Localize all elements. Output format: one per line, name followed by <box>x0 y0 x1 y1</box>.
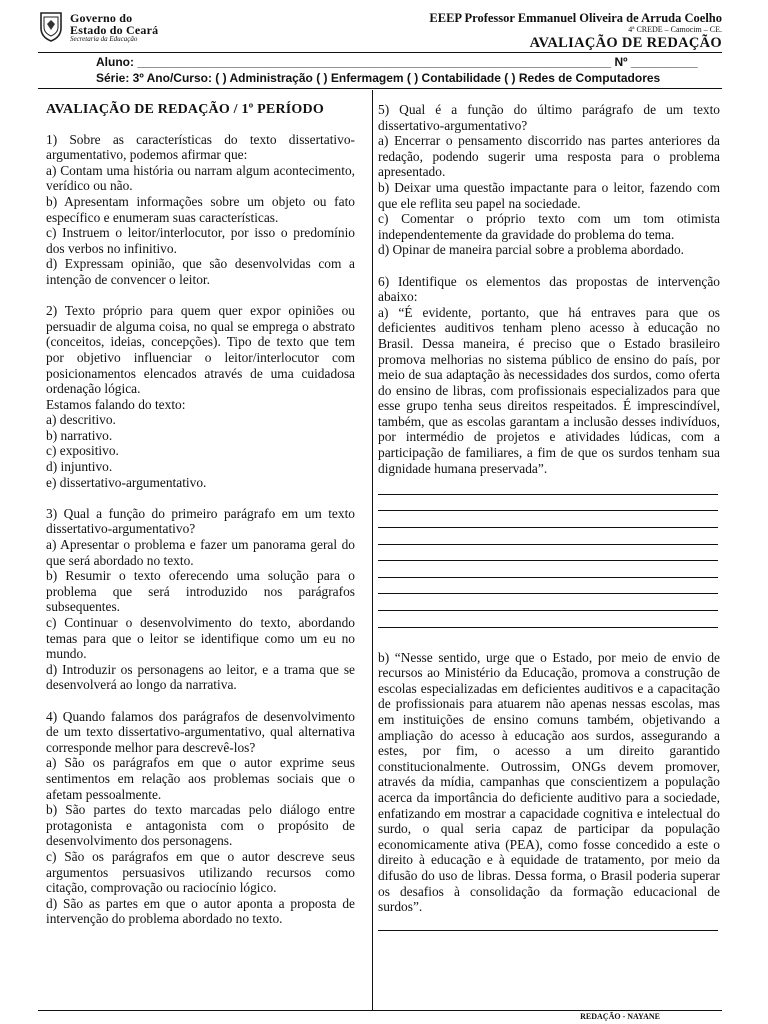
question-6 <box>378 274 720 932</box>
answer-line[interactable] <box>378 578 718 595</box>
answer-lines-b[interactable] <box>378 915 720 932</box>
info-divider <box>38 88 722 89</box>
section-title: AVALIAÇÃO DE REDAÇÃO / 1º PERÍODO <box>46 102 324 117</box>
question-1-option-a[interactable]: a) Contam uma história ou narram algum acontecimento, verídico ou não. <box>46 162 355 194</box>
question-5-option-c[interactable]: c) Comentar o próprio texto com um tom otimista independentemente da gravidade do problema do tema. <box>378 211 720 242</box>
footer-label: REDAÇÃO - NAYANE <box>580 1012 660 1021</box>
right-column <box>378 102 720 931</box>
left-column <box>46 102 355 927</box>
answer-line[interactable] <box>378 528 718 545</box>
question-5-stem: 5) Qual é a função do último parágrafo de um texto dissertativo-argumentativo? <box>378 102 720 133</box>
answer-line[interactable] <box>378 495 718 512</box>
answer-lines-a[interactable] <box>378 478 720 627</box>
question-4-option-a[interactable]: a) São os parágrafos em que o autor exprime seus sentimentos em relação aos problemas sociais que o afetam pessoalmente. <box>46 755 355 802</box>
question-2-stem: 2) Texto próprio para quem quer expor opiniões ou persuadir de alguma coisa, no qual se emprega o abstrato (conceitos, ideias, concepções). Tipo de texto que tem por objetivo influenciar o leitor/interlocutor com posicionamentos elencados através de uma cuidadosa ordenação lógica. <box>46 303 355 397</box>
question-1-option-c[interactable]: c) Instruem o leitor/interlocutor, por isso o predomínio dos verbos no infinitivo. <box>46 225 355 256</box>
question-2-ask: Estamos falando do texto: <box>46 396 186 412</box>
answer-line[interactable] <box>378 478 718 495</box>
answer-line[interactable] <box>378 611 718 628</box>
question-3-option-c[interactable]: c) Continuar o desenvolvimento do texto, abordando temas para que o leitor se identifique como um eu no mundo. <box>46 615 355 662</box>
ceara-emblem-icon <box>38 10 64 42</box>
question-5 <box>378 102 720 258</box>
government-logo <box>38 10 198 44</box>
question-4-option-b[interactable]: b) São partes do texto marcadas pelo diálogo entre protagonista e antagonista com o propósito de desenvolvimento dos personagens. <box>46 802 355 849</box>
question-2-option-d[interactable]: d) injuntivo. <box>46 459 113 475</box>
logo-line-1: Governo do <box>70 11 133 25</box>
question-2 <box>46 303 355 490</box>
question-5-option-b[interactable]: b) Deixar uma questão impactante para o leitor, fazendo com que ele reflita seu papel na sociedade. <box>378 179 720 211</box>
question-1-option-d[interactable]: d) Expressam opinião, que são desenvolvidas com a intenção de convencer o leitor. <box>46 256 355 287</box>
question-4-option-d[interactable]: d) São as partes em que o autor aponta a proposta de intervenção do problema abordado no texto. <box>46 895 355 927</box>
question-4 <box>46 709 355 927</box>
question-5-option-d[interactable]: d) Opinar de maneira parcial sobre a problema abordado. <box>378 242 684 258</box>
question-2-option-c[interactable]: c) expositivo. <box>46 443 119 459</box>
answer-line[interactable] <box>378 594 718 611</box>
question-6-passage-b: b) “Nesse sentido, urge que o Estado, por meio de envio de recursos ao Ministério da Educação, promova a construção de escolas especializadas em deficientes auditivos e a capacitação de profissionais para atuarem não apenas nessas escolas, mas em instituições de ensino comuns também, objetivando a ampliação do acesso à educação aos surdos, assegurando a estes, por fim, o acesso a um direito garantido constitucionalmente. Outrossim, ONGs devem promover, através da mídia, campanhas que conscientizem a população acerca da importância do deficiente auditivo para a sociedade, enfatizando em mostrar a capacidade cognitiva e intelectual do surdo, o qual seria capaz de participar da população economicamente ativa (PEA), como fosse concedido a este o direito à educação e à equidade de tratamento, por meio da difusão do uso de libras. Dessa forma, o Brasil poderia superar os desafios à consolidação da formação educacional de surdos”. <box>378 649 720 915</box>
question-1-option-b[interactable]: b) Apresentam informações sobre um objeto ou fato específico e enumeram suas características. <box>46 193 355 225</box>
course-selection-line[interactable]: Série: 3º Ano/Curso: ( ) Administração ( ) Enfermagem ( ) Contabilidade ( ) Redes de Computadores <box>96 71 661 85</box>
question-3 <box>46 506 355 693</box>
logo-line-2: Estado do Ceará <box>70 23 159 37</box>
header-divider <box>38 52 722 53</box>
question-4-stem: 4) Quando falamos dos parágrafos de desenvolvimento de um texto dissertativo-argumentativo, qual alternativa corresponde melhor para descrevê-los? <box>46 708 355 755</box>
answer-line[interactable] <box>378 511 718 528</box>
question-5-option-a[interactable]: a) Encerrar o pensamento discorrido nas partes anteriores da redação, podendo sugerir uma resposta para o problema apresentado. <box>378 133 720 180</box>
question-2-option-e[interactable]: e) dissertativo-argumentativo. <box>46 474 207 490</box>
answer-line[interactable] <box>378 561 718 578</box>
logo-line-3: Secretaria da Educação <box>70 35 138 43</box>
question-4-option-c[interactable]: c) São os parágrafos em que o autor descreve seus argumentos persuasivos utilizando recursos como citação, comprovação ou raciocínio lógico. <box>46 848 355 896</box>
question-1-stem: 1) Sobre as características do texto dissertativo-argumentativo, podemos afirmar que: <box>46 131 355 163</box>
school-name: EEEP Professor Emmanuel Oliveira de Arruda Coelho <box>429 11 722 25</box>
question-6-passage-a: a) “É evidente, portanto, que há entraves para que os deficientes auditivos tenham pleno acesso à educação no Brasil. Dessa maneira, é preciso que o Estado brasileiro promova melhorias no sistema público de ensino do país, por meio de sua adaptação às necessidades dos surdos, como oferta do ensino de libras, com profissionais especializados para que esse grupo tenha seus direitos respeitados. É imprescindível, também, que as escolas garantam a inclusão desses indivíduos, por intermédio de projetos e atividades lúdicas, com a participação de familiares, a fim de que os surdos tenham sua dignidade humana preservada”. <box>378 304 720 476</box>
question-3-stem: 3) Qual a função do primeiro parágrafo em um texto dissertativo-argumentativo? <box>46 505 355 537</box>
footer-divider <box>38 1010 722 1011</box>
question-1 <box>46 132 355 288</box>
answer-line[interactable] <box>378 545 718 562</box>
question-3-option-a[interactable]: a) Apresentar o problema e fazer um panorama geral do que será abordado no texto. <box>46 537 355 568</box>
answer-line[interactable] <box>378 915 718 932</box>
crede-line: 4ª CREDE – Camocim – CE. <box>628 25 722 34</box>
question-2-option-b[interactable]: b) narrativo. <box>46 427 113 443</box>
header-title: AVALIAÇÃO DE REDAÇÃO <box>529 35 722 51</box>
question-3-option-d[interactable]: d) Introduzir os personagens ao leitor, e a trama que se desenvolverá ao longo da narrativa. <box>46 661 355 693</box>
column-divider <box>372 90 373 1010</box>
student-name-field[interactable]: Aluno: _______________________________________________________________________ Nº __________ <box>96 55 698 69</box>
question-6-stem: 6) Identifique os elementos das propostas de intervenção abaixo: <box>378 273 720 305</box>
question-2-option-a[interactable]: a) descritivo. <box>46 412 116 428</box>
question-3-option-b[interactable]: b) Resumir o texto oferecendo uma solução para o problema que será introduzido nos parágrafos subsequentes. <box>46 568 355 615</box>
